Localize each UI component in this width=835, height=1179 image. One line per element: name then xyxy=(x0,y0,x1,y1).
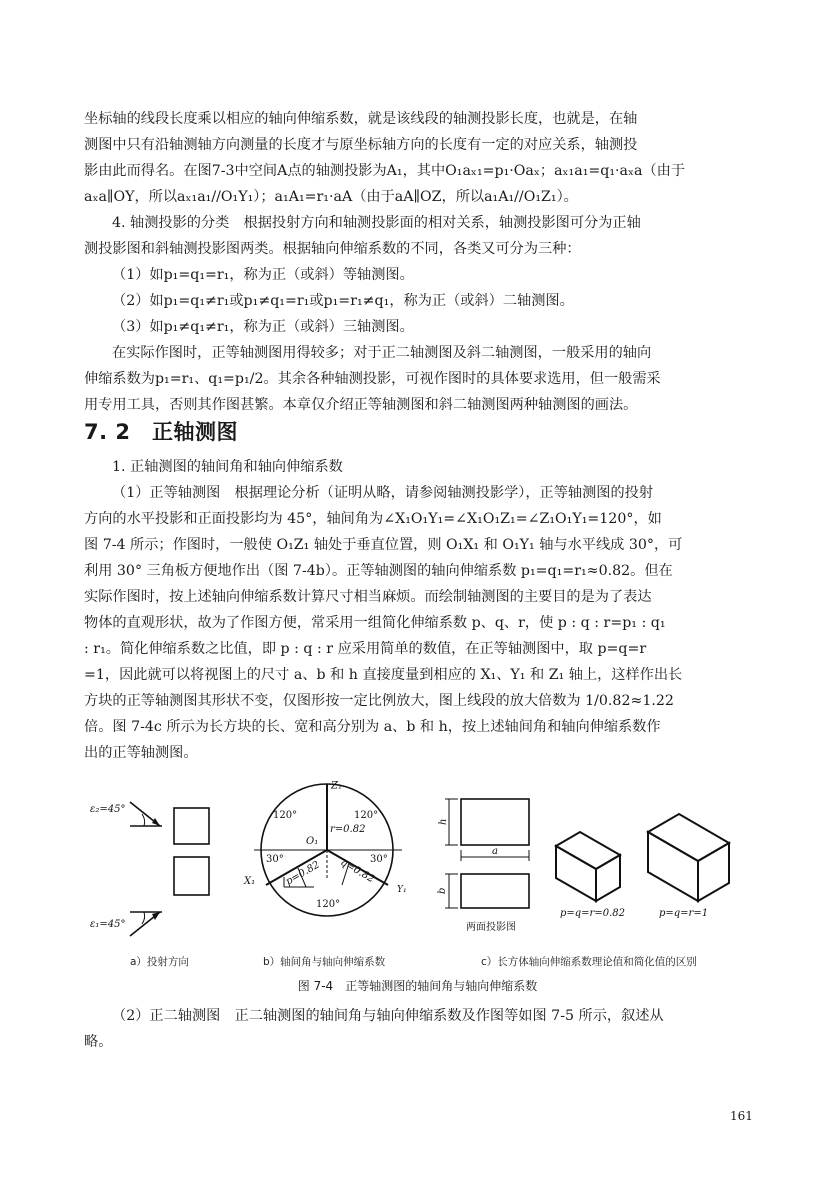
list-item-1: （1）如p₁=q₁=r₁，称为正（或斜）等轴测图。 xyxy=(112,267,414,283)
para4-line5: 实际作图时，按上述轴向伸缩系数计算尺寸相当麻烦。而绘制轴测图的主要目的是为了表达 xyxy=(84,589,652,605)
angle-label-top-right: 120° xyxy=(354,810,379,821)
figure-b-axes xyxy=(243,780,407,916)
caption-b: b）轴间角与轴向伸缩系数 xyxy=(263,956,386,968)
coefficient-p-label: p=0.82 xyxy=(284,859,322,888)
para5-line1: （2）正二轴测图 正二轴测图的轴间角与轴向伸缩系数及作图等如图 7-5 所示，叙述从 xyxy=(112,1008,664,1024)
para4-line9: 方块的正等轴测图其形状不变，仅图形按一定比例放大，图上线段的放大倍数为 1/0.82≈1.22 xyxy=(84,693,674,709)
o1-origin-label: O₁ xyxy=(306,836,319,847)
angle-30-right: 30° xyxy=(370,854,388,865)
figure-c-isometric-boxes xyxy=(556,814,729,919)
top-view-rect xyxy=(461,874,529,908)
para1-line1: 坐标轴的线段长度乘以相应的轴向伸缩系数，就是该线段的轴测投影长度，也就是，在轴 xyxy=(84,111,638,127)
eps2-label: ε₂=45° xyxy=(90,804,126,815)
caption-c: c）长方体轴向伸缩系数理论值和简化值的区别 xyxy=(481,956,697,968)
para4-line1: （1）正等轴测图 根据理论分析（证明从略，请参阅轴测投影学），正等轴测图的投射 xyxy=(112,485,654,501)
front-view-square xyxy=(174,808,209,844)
y1-axis-label: Y₁ xyxy=(397,885,407,895)
para2-line2: 测投影图和斜轴测投影图两类。根据轴向伸缩系数的不同，各类又可分为三种： xyxy=(84,241,581,257)
para5-line2: 略。 xyxy=(84,1034,113,1050)
para3-line2: 伸缩系数为p₁=r₁、q₁=p₁/2。其余各种轴测投影，可视作图时的具体要求选用，但一般需采 xyxy=(84,371,661,387)
angle-label-top-left: 120° xyxy=(273,810,298,821)
para4-line7: : r₁。简化伸缩系数之比值，即 p : q : r 应采用简单的数值，在正等轴测图中，取 p=q=r xyxy=(84,641,647,657)
coefficient-r-label: r=0.82 xyxy=(330,824,366,835)
para1-line3: 影由此而得名。在图7-3中空间A点的轴测投影为A₁，其中O₁aₓ₁=p₁·Oaₓ；aₓ₁a₁=q₁·aₓa（由于 xyxy=(84,163,686,179)
para4-line11: 出的正等轴测图。 xyxy=(84,745,198,761)
para4-line4: 利用 30° 三角板方便地作出（图 7-4b）。正等轴测图的轴向伸缩系数 p₁=q₁=r₁≈0.82。但在 xyxy=(84,563,673,579)
x1-axis-label: X₁ xyxy=(244,876,256,887)
page-number: 161 xyxy=(730,1109,753,1123)
figure-a-projection-direction xyxy=(90,802,209,936)
para3-line3: 用专用工具，否则其作图甚繁。本章仅介绍正等轴测图和斜二轴测图两种轴测图的画法。 xyxy=(84,397,638,413)
para4-line8: =1，因此就可以将视图上的尺寸 a、b 和 h 直接度量到相应的 X₁、Y₁ 和 Z₁ 轴上，这样作出长 xyxy=(84,667,683,683)
subhead: 1. 正轴测图的轴间角和轴向伸缩系数 xyxy=(112,459,343,475)
top-view-square xyxy=(174,857,209,895)
para4-line3: 图 7-4 所示；作图时，一般使 O₁Z₁ 轴处于垂直位置，则 O₁X₁ 和 O₁Y₁ 轴与水平线成 30°，可 xyxy=(84,537,683,553)
figure-7-4 xyxy=(84,780,754,980)
caption-a: a）投射方向 xyxy=(130,956,189,968)
para4-line10: 倍。图 7-4c 所示为长方块的长、宽和高分别为 a、b 和 h，按上述轴间角和轴向伸缩系数作 xyxy=(84,719,661,735)
simplified-coefficients-label: p=q=r=1 xyxy=(659,908,709,919)
theory-coefficients-label: p=q=r=0.82 xyxy=(560,908,625,919)
angle-label-bottom: 120° xyxy=(316,899,341,910)
para1-line2: 测图中只有沿轴测轴方向测量的长度才与原坐标轴方向的长度有一定的对应关系，轴测投 xyxy=(84,137,638,153)
dim-b-label: b xyxy=(437,887,448,894)
figure-c-two-views xyxy=(437,799,529,933)
two-views-label: 两面投影图 xyxy=(466,922,516,933)
figure-title: 图 7-4 正等轴测图的轴间角与轴向伸缩系数 xyxy=(297,979,538,993)
angle-30-left: 30° xyxy=(266,854,284,865)
list-item-3: （3）如p₁≠q₁≠r₁，称为正（或斜）三轴测图。 xyxy=(112,319,414,335)
coefficient-q-label: q=0.82 xyxy=(338,857,377,886)
section-title: 7. 2 正轴测图 xyxy=(84,420,239,444)
z1-axis-label: Z₁ xyxy=(331,780,342,792)
dim-h-label: h xyxy=(438,818,449,825)
para3-line1: 在实际作图时，正等轴测图用得较多；对于正二轴测图及斜二轴测图，一般采用的轴向 xyxy=(112,345,652,361)
isometric-box-0.82 xyxy=(556,832,620,901)
para2-line1: 4. 轴测投影的分类 根据投射方向和轴测投影面的相对关系，轴测投影图可分为正轴 xyxy=(112,215,641,231)
list-item-2: （2）如p₁=q₁≠r₁或p₁≠q₁=r₁或p₁=r₁≠q₁，称为正（或斜）二轴测图。 xyxy=(112,293,574,309)
front-view-rect xyxy=(461,799,529,845)
para4-line2: 方向的水平投影和正面投影均为 45°，轴间角为∠X₁O₁Y₁=∠X₁O₁Z₁=∠Z₁O₁Y₁=120°，如 xyxy=(84,511,662,527)
eps1-label: ε₁=45° xyxy=(90,919,126,930)
dim-a-label: a xyxy=(492,846,498,857)
para4-line6: 物体的直观形状，故为了作图方便，常采用一组简化伸缩系数 p、q、r，使 p : q : r=p₁ : q₁ xyxy=(84,615,666,631)
isometric-box-1 xyxy=(648,814,729,901)
para1-line4: aₓa∥OY，所以aₓ₁a₁//O₁Y₁）；a₁A₁=r₁·aA（由于aA∥OZ，所以a₁A₁//O₁Z₁）。 xyxy=(84,189,578,205)
